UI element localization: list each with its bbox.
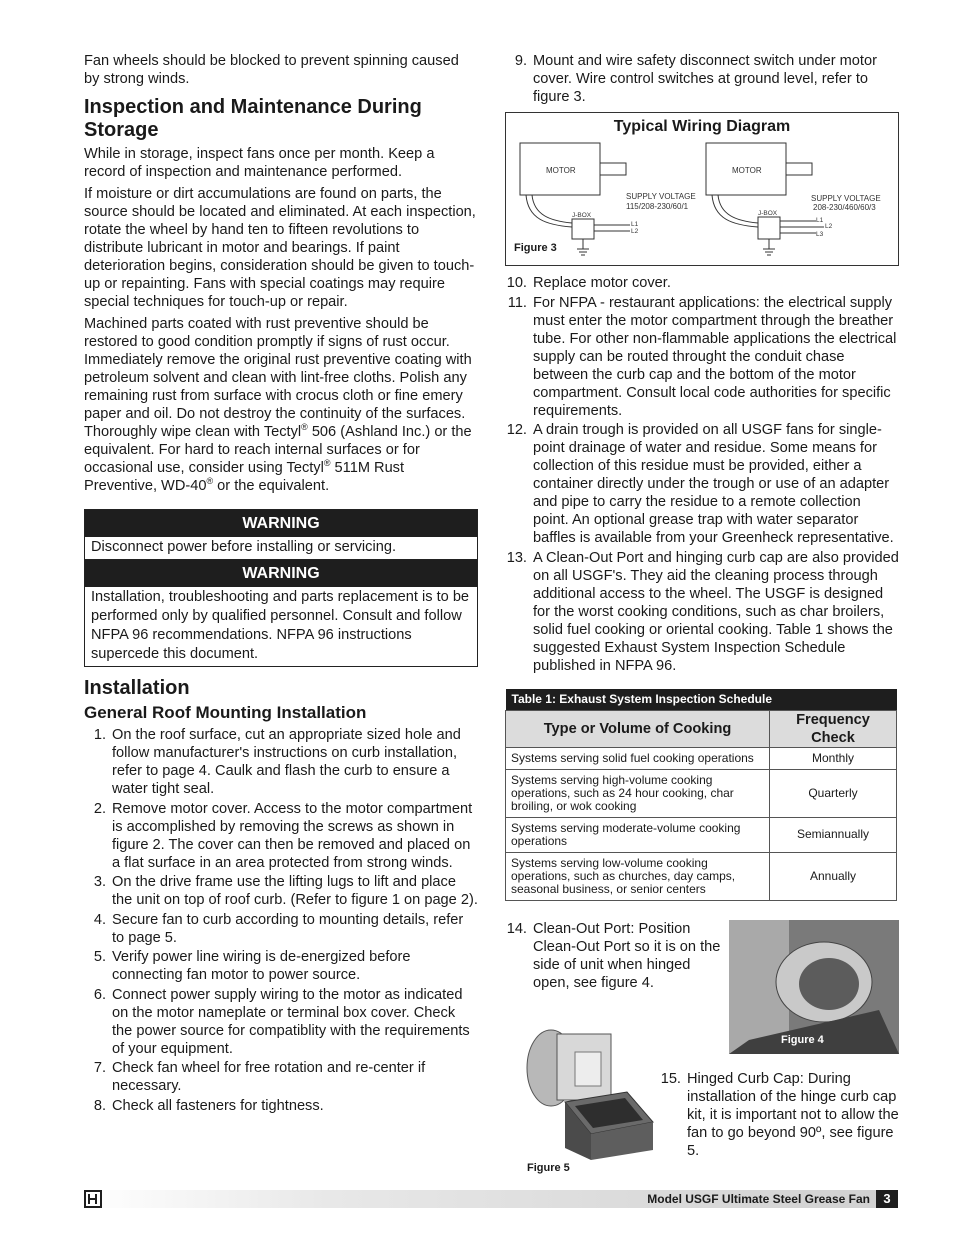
l2b-label: L2	[825, 223, 833, 230]
step-14-list	[505, 920, 725, 994]
jbox-2	[758, 217, 780, 239]
jbox-1	[572, 219, 594, 239]
installation-steps	[84, 726, 478, 1115]
l3b-label: L3	[816, 231, 824, 238]
inspection-schedule-table	[505, 689, 897, 901]
intro-paragraph: Fan wheels should be blocked to prevent spinning caused by strong winds.	[84, 53, 459, 87]
supply-label-1b: 115/208-230/60/1	[626, 202, 689, 211]
storage-paragraph-2: If moisture or dirt accumulations are found on parts, the source should be located and eliminated. At each inspection, rotate the wheel by hand ten to fifteen revolutions to distribute lubricant in motor and bearings. If paint deterioration begins, consideration should be given to touch-up or repainting. Fans with special coatings may require special techniques for touch-up or repair.	[84, 186, 476, 310]
list-item: 4. Secure fan to curb according to mounting details, refer to page 5.	[93, 911, 464, 946]
storage-paragraph-1: While in storage, inspect fans once per month. Keep a record of inspection and maintenance performed.	[84, 146, 435, 180]
column-header-type: Type or Volume of Cooking	[506, 710, 770, 747]
wiring-diagram	[505, 112, 899, 266]
page-footer	[84, 1190, 898, 1208]
steps-10-13	[505, 274, 899, 675]
wiring-diagram-title: Typical Wiring Diagram	[613, 118, 791, 135]
list-item: 6. Connect power supply wiring to the motor as indicated on the motor nameplate or terminal box cover. Check the power source for compatiblity with the requirements of your equipment.	[93, 986, 470, 1057]
warning-text-2: Installation, troubleshooting and parts replacement is to be performed only by qualified personnel. Consult and follow NFPA 96 recommendations. NFPA 96 instructions supercede this document.	[91, 589, 470, 662]
page-number: 3	[876, 1190, 898, 1208]
supply-label-2b: 208-230/460/60/3	[813, 203, 876, 212]
list-item: 12. A drain trough is provided on all USGF fans for single-point drainage of water and residue. Some means for collection of this residue must be provided, either a container directly under the trough or use of an adapter and pipe to carry the residue to a remote collection point. An optional grease trap with water separator baffles is available from your Greenheck representative.	[506, 422, 894, 546]
list-item: 13. A Clean-Out Port and hinging curb cap are also provided on all USGF's. They aid the cleaning process through additional access to the wheel. The USGF is designed for the worst cooking conditions, such as char broilers, solid fuel cooking or oriental cooking. Table 1 shows the suggested Exhaust System Inspection Schedule published in NFPA 96.	[506, 549, 899, 674]
l1b-label: L1	[816, 217, 824, 224]
jbox-label-2: J-BOX	[758, 210, 778, 217]
right-column	[505, 52, 899, 1174]
figure-3-caption: Figure 3	[514, 242, 557, 254]
figure-5-caption: Figure 5	[527, 1162, 570, 1174]
list-item: 2. Remove motor cover. Access to the motor compartment is accomplished by removing the screws as shown in figure 2. The cover can then be removed and placed on a flat surface in an area protected from strong winds.	[93, 800, 473, 871]
list-item: 15. Hinged Curb Cap: During installation of the hinge curb cap kit, it is important not to allow the fan to go beyond 90º, see figure 5.	[660, 1071, 899, 1159]
list-item: 5. Verify power line wiring is de-energized before connecting fan motor to power source.	[93, 949, 411, 983]
l1-label: L1	[631, 221, 639, 228]
storage-paragraph-3: Machined parts coated with rust preventive should be restored to good condition promptly if signs of rust occur. Immediately remove the original rust preventive coating with petroleum solvent and clean with lint-free cloths. Polish any remaining rust from surface with crocus cloth or fine emery paper and oil. Do not destroy the continuity of the surfaces. Thoroughly wipe clean with Tectyl® 506 (Ashland Inc.) or the equivalent. For hard to reach internal surfaces or for occasional use, consider using Tectyl® 511M Rust Preventive, WD-40® or the equivalent.	[84, 316, 472, 494]
list-item: 1. On the roof surface, cut an appropriate sized hole and follow manufacturer's instructions on curb installation, refer to page 4. Caulk and flash the curb to ensure a water tight seal.	[93, 727, 461, 797]
left-column	[84, 52, 478, 1116]
fan-cleanout-image	[729, 920, 899, 1054]
warning-text-1: Disconnect power before installing or servicing.	[85, 537, 477, 560]
installation-heading: Installation	[84, 677, 190, 699]
greenheck-logo-icon	[84, 1190, 102, 1208]
list-item: 3. On the drive frame use the lifting lugs to lift and place the unit on top of roof curb. (Refer to figure 1 on page 2).	[93, 874, 478, 908]
list-item: 7. Check fan wheel for free rotation and re-center if necessary.	[93, 1060, 426, 1094]
warning-title-1: WARNING	[85, 510, 477, 537]
motor-label-2: MOTOR	[732, 166, 762, 175]
list-item: 8. Check all fasteners for tightness.	[93, 1097, 324, 1114]
figure-4-photo	[729, 920, 899, 1054]
roof-mounting-heading: General Roof Mounting Installation	[84, 703, 367, 722]
list-item: 9. Mount and wire safety disconnect switch under motor cover. Wire control switches at ground level, refer to figure 3.	[514, 53, 877, 105]
column-header-frequency: Frequency Check	[770, 710, 897, 747]
wiring-diagram-drawing	[506, 137, 898, 263]
jbox-label-1: J-BOX	[572, 212, 592, 219]
table-row: Systems serving low-volume cooking operations, such as churches, day camps, seasonal business, or senior centers Annually	[506, 852, 897, 900]
figure-5-photo	[517, 1026, 659, 1160]
hinged-curb-cap-image	[517, 1026, 659, 1160]
step-9-list	[505, 52, 899, 106]
list-item: 10. Replace motor cover.	[506, 275, 671, 291]
supply-label-1a: SUPPLY VOLTAGE	[626, 192, 696, 201]
table-row: Systems serving solid fuel cooking operations Monthly	[506, 747, 897, 769]
l2-label: L2	[631, 228, 639, 235]
list-item: 11. For NFPA - restaurant applications: the electrical supply must enter the motor compartment through the breather tube. For other non-flammable applications the electrical supply can be routed throught the conduit chase between the curb cap and the bottom of the motor compartment. Consult local code authorities for specific requirements.	[507, 294, 897, 419]
table-row: Systems serving high-volume cooking operations, such as 24 hour cooking, char broiling, or wok cooking Quarterly	[506, 769, 897, 817]
figure-4-caption: Figure 4	[781, 1034, 824, 1046]
motor-shaft-2	[786, 163, 812, 175]
motor-shaft-1	[600, 163, 626, 175]
step-15-list	[659, 1070, 899, 1162]
supply-label-2a: SUPPLY VOLTAGE	[811, 194, 881, 203]
motor-label-1: MOTOR	[546, 166, 576, 175]
storage-heading: Inspection and Maintenance During Storage	[84, 96, 422, 141]
warning-box	[84, 509, 478, 667]
list-item: 14. Clean-Out Port: Position Clean-Out Port so it is on the side of unit when hinged open, see figure 4.	[506, 921, 721, 991]
warning-title-2: WARNING	[85, 560, 477, 587]
table-row: Systems serving moderate-volume cooking operations Semiannually	[506, 817, 897, 852]
table-caption: Table 1: Exhaust System Inspection Schedule	[506, 689, 897, 711]
footer-model-title: Model USGF Ultimate Steel Grease Fan	[647, 1192, 870, 1206]
